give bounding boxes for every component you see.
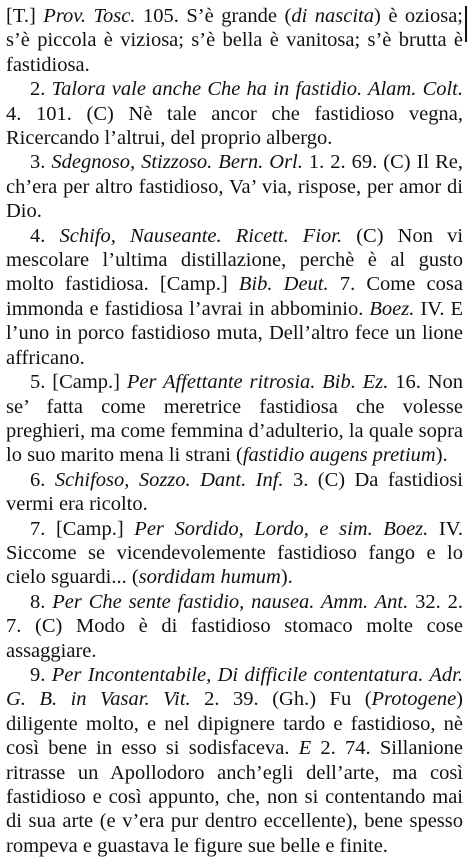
body-text: 16. Non se’ fatta come meretrice fastidiosa che volesse preghieri, ma come femmina d’adulterio, la quale sopra lo suo marito mena li strani (: [6, 371, 463, 467]
margin-rule: [465, 6, 467, 42]
italic-text: Prov. Tosc.: [43, 5, 136, 27]
entry-list: [6, 4, 463, 858]
body-text: [T.]: [6, 5, 44, 27]
body-text: ).: [435, 444, 448, 467]
dictionary-paragraph: [6, 370, 463, 468]
dictionary-paragraph: [6, 224, 463, 370]
body-text: (C) Non vi mescolare l’ultima distillazione, perchè è al gusto molto fastidiosa. [Camp.]: [6, 224, 464, 296]
body-text: 7. Come cosa immonda e fastidiosa l’avrai in abbominio.: [6, 273, 463, 320]
body-text: ).: [280, 566, 293, 589]
body-text: 2.: [30, 78, 52, 101]
dictionary-paragraph: [6, 663, 463, 858]
italic-text: sordidam humum: [138, 566, 281, 589]
dictionary-paragraph: [6, 468, 463, 517]
italic-text: Schifo, Nauseante. Ricett. Fior.: [59, 224, 343, 247]
italic-text: Bib. Deut.: [238, 273, 329, 296]
italic-text: Boez.: [369, 297, 415, 320]
dictionary-paragraph: [6, 590, 463, 663]
body-text: 3.: [30, 151, 52, 174]
body-text: 105. S’è grande (: [135, 5, 292, 27]
body-text: 7. [Camp.]: [30, 517, 135, 540]
body-text: IV. E l’uno in porco fastidioso muta, Dell’altro fece un lione affricano.: [6, 297, 463, 369]
body-text: 6.: [30, 468, 55, 491]
body-text: 5. [Camp.]: [30, 371, 127, 394]
dictionary-paragraph: [6, 517, 463, 590]
dictionary-paragraph: [6, 4, 463, 77]
italic-text: Per Sordido, Lordo, e sim. Boez.: [134, 517, 429, 540]
italic-text: Per Affettante ritrosia. Bib. Ez.: [126, 371, 389, 394]
dictionary-paragraph: [6, 77, 463, 150]
body-text: 2. 74. Sillanione ritrasse un Apollodoro anch’egli dell’arte, ma così fastidioso e così appunto, che, non si contentando mai di sua arte (e v’era pur dentro eccellente), bene spesso rompeva e guastava le figure sue belle e finite.: [6, 737, 463, 857]
body-text: ) è oziosa; s’è piccola è viziosa; s’è bella è vanitosa; s’è brutta è fastidiosa.: [6, 5, 463, 76]
italic-text: Schifoso, Sozzo. Dant. Inf.: [54, 468, 284, 491]
body-text: ) diligente molto, e nel dipignere tardo e fastidioso, nè così bene in esso si sodisfaceva.: [6, 688, 463, 760]
italic-text: di nascita: [291, 5, 374, 27]
italic-text: Sdegnoso, Stizzoso. Bern. Orl.: [51, 151, 303, 174]
body-text: 4.: [30, 224, 60, 247]
body-text: 4. 101. (C) Nè tale ancor che fastidioso vegna, Ricercando l’altrui, del proprio albergo.: [6, 102, 463, 150]
body-text: 32. 2. 7. (C) Modo è di fastidioso stomaco molte cose assaggiare.: [6, 590, 464, 662]
dictionary-paragraph: [6, 150, 463, 223]
italic-text: Talora vale anche Che ha in fastidio. Alam. Colt.: [51, 78, 464, 101]
body-text: IV. Siccome se vicendevolemente fastidioso fango e lo cielo sguardi... (: [6, 517, 463, 589]
italic-text: Per Incontentabile, Di difficile contentatura. Adr. G. B. in Vasar. Vit.: [6, 663, 463, 711]
italic-text: Protogene: [371, 688, 457, 711]
italic-text: E: [298, 737, 312, 760]
body-text: 1. 2. 69. (C) Il Re, ch’era per altro fastidioso, Va’ via, rispose, per amor di Dio.: [6, 151, 464, 223]
italic-text: Per Che sente fastidio, nausea. Amm. Ant.: [52, 590, 409, 613]
italic-text: fastidio augens pretium: [242, 444, 436, 467]
body-text: 8.: [30, 590, 53, 613]
body-text: 2. 39. (Gh.) Fu (: [190, 688, 372, 711]
body-text: 9.: [30, 663, 52, 686]
body-text: 3. (C) Da fastidiosi vermi era ricolto.: [6, 468, 463, 516]
